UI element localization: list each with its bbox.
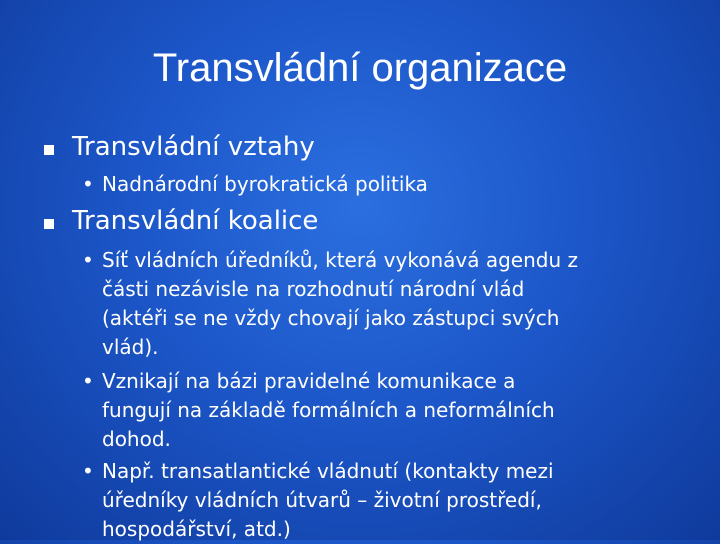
sub-bullet-text — [102, 367, 692, 454]
round-bullet-icon: • — [82, 459, 94, 483]
round-bullet-icon: • — [82, 172, 94, 196]
round-bullet-icon: • — [82, 369, 94, 393]
sub-bullet-text — [102, 170, 692, 199]
bullet-transvladni-vztahy — [0, 130, 720, 166]
text-line: (aktéři se ne vždy chovají jako zástupci svých — [102, 306, 560, 330]
slide-title: Transvládní organizace — [152, 46, 568, 90]
section-heading: Transvládní vztahy — [72, 132, 315, 162]
text-line: Např. transatlantické vládnutí (kontakty mezi — [102, 459, 554, 483]
round-bullet-icon: • — [82, 248, 94, 272]
text-line: dohod. — [102, 427, 171, 451]
sub-bullet-text — [102, 457, 692, 544]
text-line: hospodářství, atd.) — [102, 517, 291, 541]
sub-bullet-text — [102, 246, 692, 362]
text-line: fungují na základě formálních a neformálních — [102, 398, 555, 422]
text-line: Vznikají na bázi pravidelné komunikace a — [102, 369, 516, 393]
section-heading: Transvládní koalice — [72, 206, 319, 236]
text-line: Síť vládních úředníků, která vykonává agendu z — [102, 248, 578, 272]
square-bullet-icon — [44, 219, 54, 229]
text-line: části nezávisle na rozhodnutí národní vlád — [102, 277, 525, 301]
text-line: vlád). — [102, 335, 159, 359]
square-bullet-icon — [44, 145, 54, 155]
text-line: Nadnárodní byrokratická politika — [102, 172, 428, 196]
text-line: úředníky vládních útvarů – životní prostředí, — [102, 488, 542, 512]
bullet-transvladni-koalice — [0, 204, 720, 240]
